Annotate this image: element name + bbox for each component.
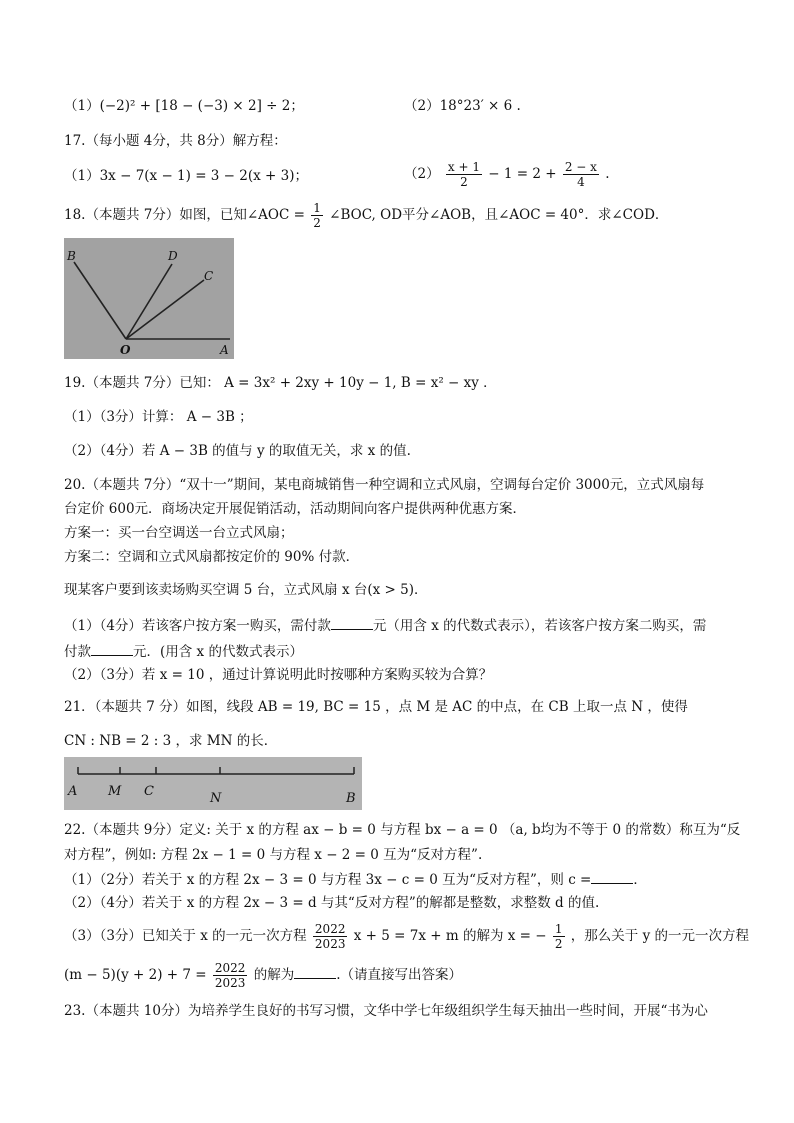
ray-ob: [74, 262, 126, 339]
q20-p1a: （1）（4分）若该客户按方案一购买，需付款: [64, 618, 331, 634]
q20-line3: 方案一：买一台空调送一台立式风扇；: [64, 525, 294, 541]
ray-od: [126, 264, 172, 339]
q21-line1: 21．（本题共 7 分）如图，线段 AB = 19, BC = 15 ，点 M 是 AC 的中点，在 CB 上取一点 N ，使得: [64, 699, 688, 715]
q19-part1: （1）（3分）计算： A − 3B ；: [64, 409, 253, 425]
q22-p1b: ．: [633, 872, 647, 888]
q19-part2: （2）（4分）若 A − 3B 的值与 y 的取值无关，求 x 的值.: [64, 443, 411, 459]
label-n: N: [210, 791, 222, 806]
q20-part1-cont: [64, 641, 303, 662]
q16-p2-expr: 18°23′ × 6 .: [439, 98, 521, 114]
q17-frac2: [563, 160, 599, 189]
label-c: C: [144, 784, 154, 799]
q17-p1-expr: 3x − 7(x − 1) = 3 − 2(x + 3)；: [99, 168, 309, 184]
q22-p3b: x + 5 = 7x + m 的解为 x = −: [353, 928, 547, 944]
label-b: B: [67, 249, 76, 263]
q20-part1: [64, 615, 706, 636]
q18-head-a: 18.（本题共 7分）如图，已知∠AOC =: [64, 207, 305, 223]
q22-frac2-num: 1: [554, 922, 563, 936]
q17-frac1: [446, 160, 482, 189]
q22-p1a: （1）（2分）若关于 x 的方程 2x − 3 = 0 与方程 3x − c = 0 互为“反对方程”，则 c =: [64, 872, 592, 888]
q22-frac2: [553, 922, 565, 951]
q22-p3d: (m − 5)(y + 2) + 7 =: [64, 967, 207, 983]
label-a: A: [220, 343, 229, 357]
q22-p3c: ，那么关于 y 的一元一次方程: [570, 928, 750, 944]
q20-p1d: 元．(用含 x 的代数式表示）: [133, 644, 303, 660]
q22-p3e: 的解为: [253, 967, 295, 983]
q16-part2: [404, 96, 521, 116]
q20-line5: 现某客户要到该卖场购买空调 5 台，立式风扇 x 台(x > 5)．: [64, 582, 428, 598]
q22-part1: [64, 869, 647, 890]
label-b: B: [346, 791, 356, 806]
q17-frac1-den: 2: [460, 175, 468, 189]
q16-part1: [64, 96, 304, 116]
q17-frac2-num: 2 − x: [564, 160, 597, 174]
q17-p2-end: .: [605, 166, 610, 182]
q18-angle-figure: [64, 238, 234, 359]
q23-line1: 23.（本题共 10分）为培养学生良好的书写习惯，文华中学七年级组织学生每天抽出一些时间，开展“书为心: [64, 1003, 708, 1019]
label-c: C: [204, 269, 214, 283]
q22-frac1-den: 2023: [314, 937, 346, 951]
q20-part2: （2）（3分）若 x = 10 ，通过计算说明此时按哪种方案购买较为合算？: [64, 667, 493, 683]
q16-p1-expr: (−2)² + [18 − (−3) × 2] ÷ 2；: [99, 98, 304, 114]
q20-p1b: 元（用含 x 的代数式表示），若该客户按方案二购买，需: [372, 618, 707, 634]
q17-frac2-den: 4: [577, 175, 585, 189]
q20-line1: 20.（本题共 7分）“双十一”期间，某电商城销售一种空调和立式风扇，空调每台定价 3000元，立式风扇每: [64, 477, 705, 493]
q16-p1-label: （1）: [64, 98, 100, 114]
q18-head: [64, 197, 668, 233]
q17-p2-label: （2）: [404, 166, 440, 182]
q22-frac3-num: 2022: [214, 961, 246, 975]
q17-frac1-num: x + 1: [447, 160, 480, 174]
q22-part3-cont: [64, 957, 462, 993]
q18-frac-num: 1: [313, 201, 321, 215]
q20-blank1[interactable]: [331, 615, 373, 630]
q21-segment-figure: [64, 757, 362, 810]
q22-p3a: （3）（3分）已知关于 x 的一元一次方程: [64, 928, 307, 944]
q18-head-b: ∠BOC, OD平分∠AOB，且∠AOC = 40°．求∠COD．: [329, 207, 669, 223]
q21-line2: CN : NB = 2 : 3 ，求 MN 的长．: [64, 733, 278, 749]
q20-line4: 方案二：空调和立式风扇都按定价的 90% 付款．: [64, 549, 360, 565]
q22-blank1[interactable]: [591, 869, 633, 884]
q20-line2: 台定价 600元．商场决定开展促销活动，活动期间向客户提供两种优惠方案．: [64, 501, 527, 517]
q17-part1: [64, 166, 308, 186]
q22-blank2[interactable]: [294, 964, 336, 979]
q16-p2-label: （2）: [404, 98, 440, 114]
q17-part2: [404, 156, 610, 192]
q22-line2: 对方程”，例如: 方程 2x − 1 = 0 与方程 x − 2 = 0 互为“反对方程”.: [64, 847, 483, 863]
q22-line1: 22.（本题共 9分）定义: 关于 x 的方程 ax − b = 0 与方程 bx − a = 0 （a, b均为不等于 0 的常数）称互为“反: [64, 822, 741, 838]
label-o: O: [120, 343, 131, 357]
q17-head: 17.（每小题 4分，共 8分）解方程：: [64, 133, 287, 149]
q20-blank2[interactable]: [91, 641, 133, 656]
q20-p1c: 付款: [64, 644, 91, 660]
q21-segment-svg: [64, 757, 362, 810]
ray-oc: [126, 280, 204, 339]
q19-head: 19.（本题共 7分）已知： A = 3x² + 2xy + 10y − 1, B = x² − xy ．: [64, 375, 497, 391]
label-d: D: [168, 249, 178, 263]
q22-part2: （2）（4分）若关于 x 的方程 2x − 3 = d 与其“反对方程”的解都是整数，求整数 d 的值.: [64, 895, 600, 911]
q22-frac3-den: 2023: [214, 976, 246, 990]
q17-p1-label: （1）: [64, 168, 100, 184]
q22-p3f: .（请直接写出答案）: [336, 967, 462, 983]
q22-frac1: [313, 922, 348, 951]
q18-frac-den: 2: [313, 216, 321, 230]
label-m: M: [108, 784, 122, 799]
q22-frac1-num: 2022: [314, 922, 346, 936]
q22-frac3: [213, 961, 248, 990]
q22-frac2-den: 2: [554, 937, 563, 951]
q22-part3: [64, 918, 749, 954]
q18-angle-svg: [64, 238, 234, 359]
label-a: A: [68, 784, 78, 799]
q17-p2-mid: − 1 = 2 +: [488, 166, 557, 182]
q18-frac: [311, 201, 323, 230]
